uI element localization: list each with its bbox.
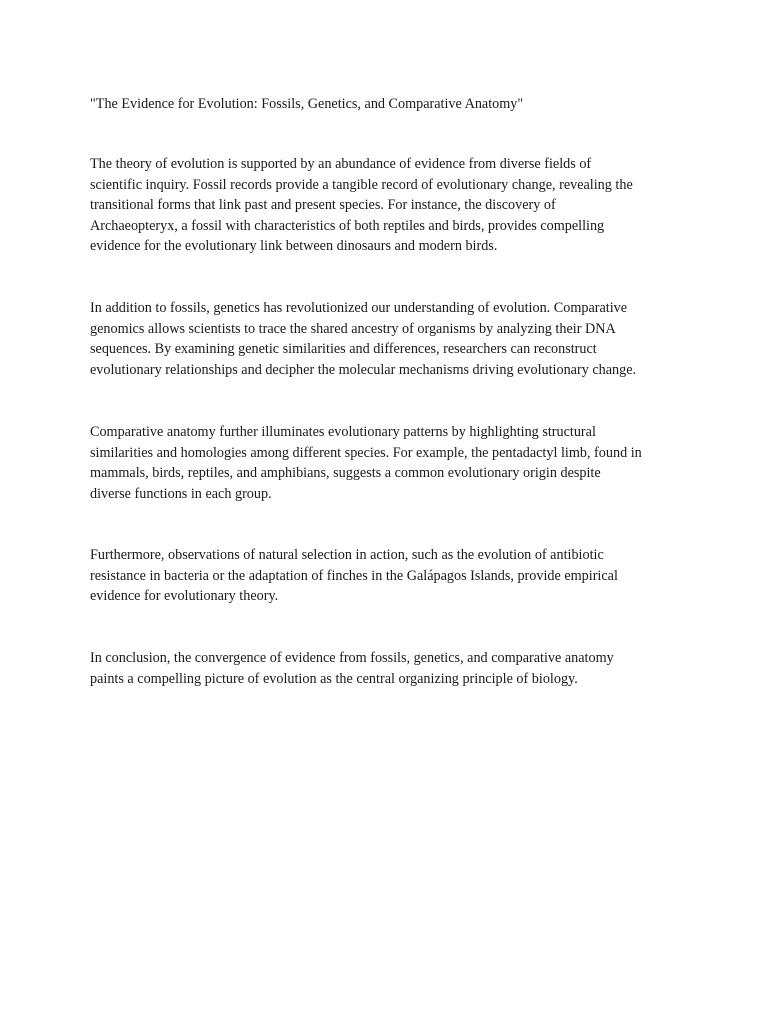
text-line: Furthermore, observations of natural selection in action, such as the evolution of antibiotic	[90, 547, 604, 563]
text-line: The theory of evolution is supported by an abundance of evidence from diverse fields of	[90, 156, 592, 172]
text-line: genomics allows scientists to trace the shared ancestry of organisms by analyzing their DNA	[90, 320, 616, 337]
text-line: In conclusion, the convergence of evidence from fossils, genetics, and comparative anatomy	[90, 650, 614, 666]
text-line: diverse functions in each group.	[90, 485, 272, 502]
text-line: evolutionary relationships and decipher the molecular mechanisms driving evolutionary change.	[90, 361, 637, 378]
paragraph-conclusion	[90, 648, 690, 689]
text-line: Archaeopteryx, a fossil with characteristics of both reptiles and birds, provides compelling	[90, 217, 605, 234]
text-line: mammals, birds, reptiles, and amphibians, suggests a common evolutionary origin despite	[90, 465, 601, 481]
text-line: Comparative anatomy further illuminates evolutionary patterns by highlighting structural	[90, 424, 596, 440]
text-line: scientific inquiry. Fossil records provide a tangible record of evolutionary change, revealing the	[90, 176, 633, 193]
paragraph-genetics	[90, 298, 690, 380]
text-line: evidence for the evolutionary link between dinosaurs and modern birds.	[90, 238, 498, 254]
document-title: "The Evidence for Evolution: Fossils, Genetics, and Comparative Anatomy"	[90, 96, 524, 112]
text-line: In addition to fossils, genetics has revolutionized our understanding of evolution. Comparative	[90, 300, 628, 316]
text-line: evidence for evolutionary theory.	[90, 588, 279, 604]
text-line: resistance in bacteria or the adaptation of finches in the Galápagos Islands, provide empirical	[90, 567, 618, 584]
text-line: transitional forms that link past and present species. For instance, the discovery of	[90, 197, 556, 213]
paragraph-natural-selection	[90, 545, 690, 607]
text-line: similarities and homologies among different species. For example, the pentadactyl limb, found in	[90, 444, 642, 461]
text-line: paints a compelling picture of evolution as the central organizing principle of biology.	[90, 670, 578, 687]
paragraph-comparative-anatomy	[90, 422, 690, 504]
text-line: sequences. By examining genetic similarities and differences, researchers can reconstruct	[90, 341, 597, 357]
paragraph-fossils	[90, 154, 690, 257]
